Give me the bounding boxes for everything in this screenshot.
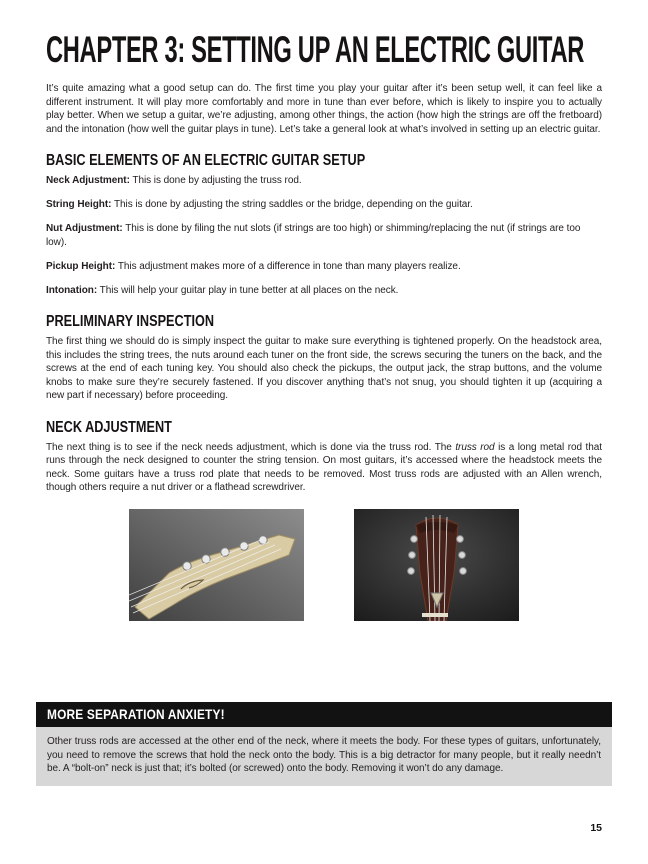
- setup-item-string-height: [46, 198, 602, 212]
- section-heading-basic-elements: [46, 150, 602, 169]
- truss-rod-term: truss rod: [455, 441, 495, 453]
- callout-title: MORE SEPARATION ANXIETY!: [47, 706, 225, 722]
- section-heading-preliminary-inspection: [46, 311, 602, 330]
- section-heading-preliminary-inspection-text: PRELIMINARY INSPECTION: [46, 313, 215, 330]
- setup-item-text: This adjustment makes more of a difference in tone than many players realize.: [115, 260, 461, 272]
- setup-item-label: Nut Adjustment:: [46, 223, 123, 234]
- section-heading-neck-adjustment: [46, 417, 602, 436]
- headstock-closeup-illustration: [354, 509, 519, 621]
- callout-body: [36, 727, 612, 786]
- nut: [422, 613, 448, 617]
- setup-item-text: This is done by adjusting the string saddles or the bridge, depending on the guitar.: [111, 199, 473, 210]
- intro-paragraph: It’s quite amazing what a good setup can do. The first time you play your guitar after it’s been setup well, it can feel like a different instrument. It will play more comfortably and more in tune than ever before, which is likely to inspire you to actually play better. When we setup a guitar, we’re adjusting, among other things, the action (how high the strings are off the fretboard) and the intonation (how well the guitar plays in tune). Let’s take a general look at what’s involved in setting up an electric guitar.: [46, 83, 602, 135]
- setup-item-text: This is done by filing the nut slots (if strings are too high) or shimming/replacing the nut (if strings are too low).: [46, 223, 581, 248]
- setup-item-intonation: [46, 284, 602, 298]
- callout-box: [36, 702, 612, 786]
- chapter-title-text: CHAPTER 3: SETTING UP AN ELECTRIC GUITAR: [46, 29, 585, 70]
- neck-adjustment-paragraph: [46, 441, 602, 495]
- photo-fender-headstock: [129, 509, 304, 621]
- page-number: 15: [590, 822, 602, 834]
- setup-item-label: String Height:: [46, 199, 112, 210]
- setup-item-label: Intonation:: [46, 284, 98, 296]
- neck-paragraph-after: is a long metal rod that runs through the neck designed to counter the string tension. On most guitars, it’s accessed where the headstock meets the neck. Some guitars have a truss rod plate that needs to be removed. Most truss rods are adjusted with an Allen wrench, though others require a nut driver or a flathead screwdriver.: [46, 441, 603, 493]
- figures-row: [46, 509, 602, 621]
- setup-item-label: Neck Adjustment:: [46, 175, 130, 186]
- section-heading-basic-elements-text: BASIC ELEMENTS OF AN ELECTRIC GUITAR SETUP: [46, 152, 366, 169]
- setup-item-label: Pickup Height:: [46, 260, 116, 272]
- fender-headstock-illustration: [129, 509, 304, 621]
- section-heading-neck-adjustment-text: NECK ADJUSTMENT: [46, 418, 172, 436]
- callout-text: Other truss rods are accessed at the other end of the neck, where it meets the body. For these types of guitars, unfortunately, you need to remove the screws that hold the neck onto the body. This is a big detractor for many people, but it really needn’t be. A “bolt-on” neck is just that; it’s bolted (or screwed) onto the body. Removing it won’t do any damage.: [47, 736, 601, 774]
- setup-item-neck-adjustment: [46, 174, 602, 188]
- setup-item-pickup-height: [46, 260, 602, 274]
- chapter-title: [46, 30, 602, 70]
- callout-banner: [36, 702, 612, 727]
- preliminary-inspection-paragraph: The first thing we should do is simply inspect the guitar to make sure everything is tightened properly. On the headstock area, this includes the string trees, the nuts around each tuner on the front side, the screws securing the tuners on the back, and the screws at the end of each tuning key. You should also check the pickups, the output jack, the strap buttons, and the volume knobs to make sure they’re securely fastened. If you discover anything that’s not snug, you should tighten it up (acquiring a new part if necessary) before proceeding.: [46, 336, 602, 401]
- photo-headstock-closeup: [354, 509, 519, 621]
- neck-paragraph-before: The next thing is to see if the neck needs adjustment, which is done via the truss rod. The: [46, 441, 456, 453]
- setup-item-text: This will help your guitar play in tune better at all places on the neck.: [97, 284, 399, 296]
- setup-item-nut-adjustment: [46, 222, 602, 249]
- setup-item-text: This is done by adjusting the truss rod.: [129, 175, 302, 186]
